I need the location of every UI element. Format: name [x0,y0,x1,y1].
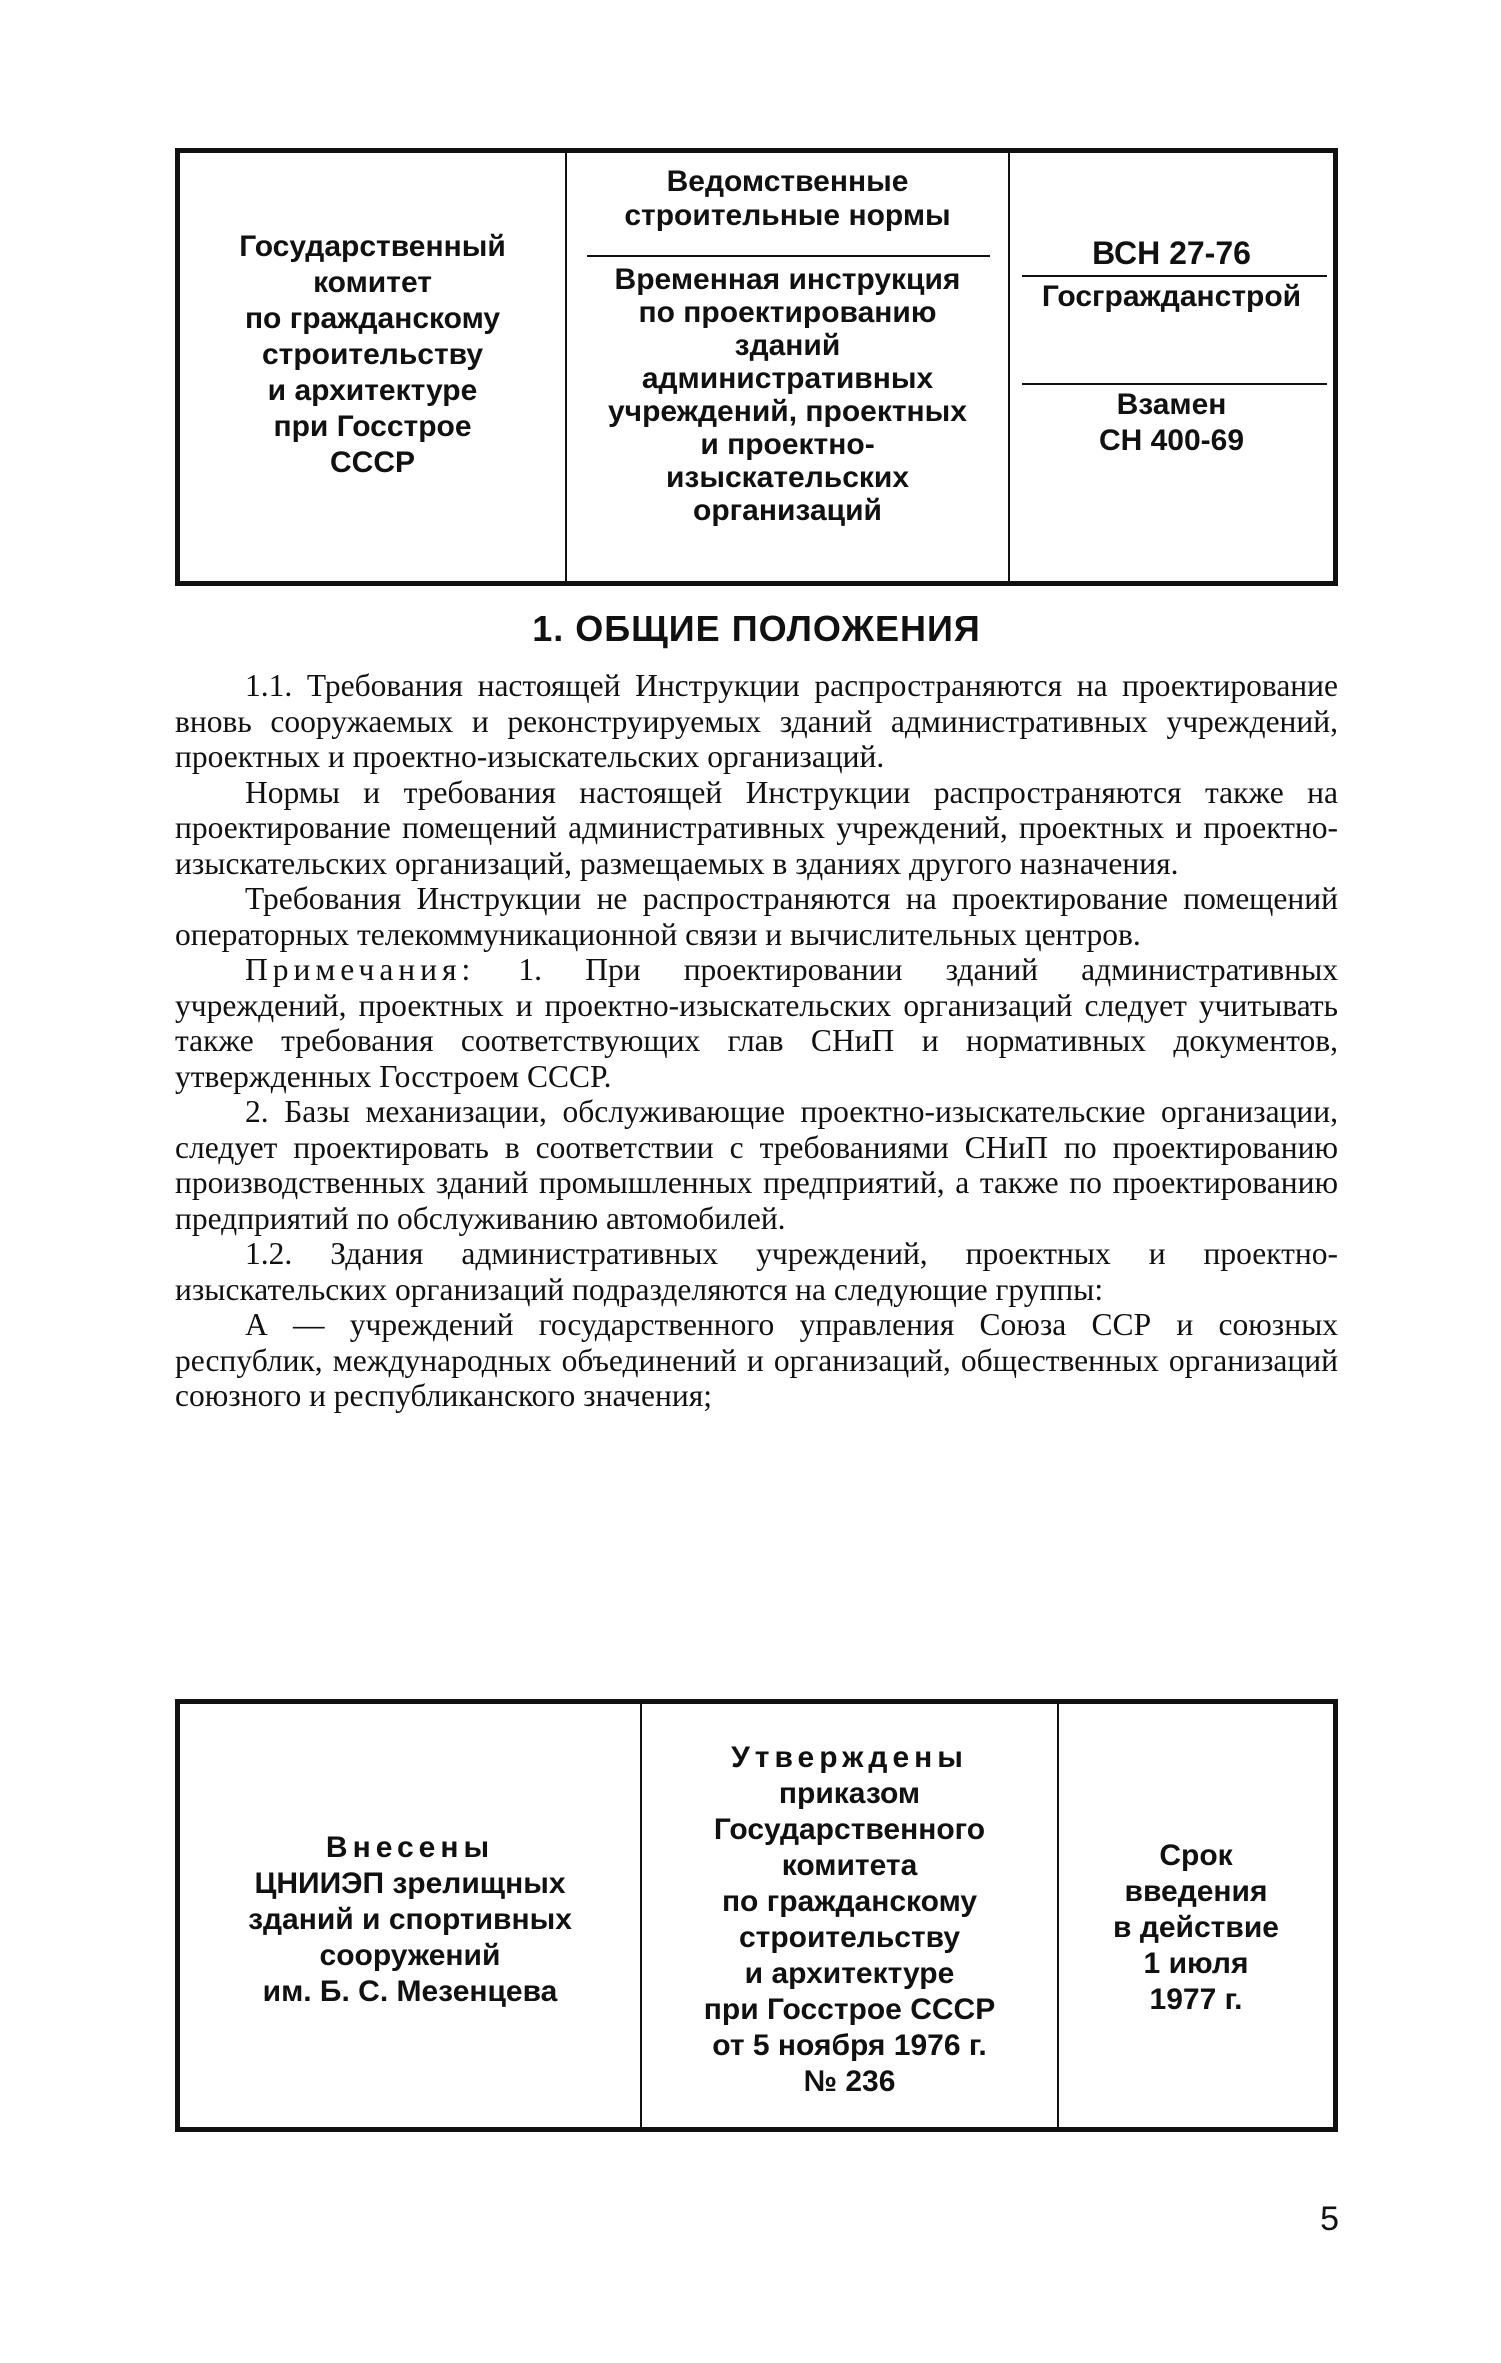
approved-by [642,1740,1057,2100]
effective-date [1059,1838,1333,2018]
norms-type-line: строительные нормы [624,199,951,232]
approved-label: Утверждены [731,1741,968,1774]
effective-line: в действие [1113,1911,1279,1944]
divider [1022,383,1327,385]
paragraph-1-2: 1.2. Здания административных учреждений, проектных и проектно-изыскательских организаций подразделяются на следующие группы: [175,1236,1338,1307]
approved-line: Государственного [713,1813,986,1846]
title-line: Временная инструкция [614,263,961,296]
norms-type [567,165,1008,233]
title-line: и проектно- [700,428,875,461]
introduced-by [180,1830,640,2010]
approved-line: комитета [781,1849,918,1882]
note-2: 2. Базы механизации, обслуживающие проектно-изыскательские организации, следует проектировать в соответствии с требованиями СНиП по проектированию производственных зданий промышленных предприятий, а также по проектированию предприятий по обслуживанию автомобилей. [175,1094,1338,1236]
document-title [567,263,1008,527]
document-code: ВСН 27-76 [1092,235,1251,271]
committee-line: строительству [261,338,484,371]
section-body [175,668,1338,1414]
note-1 [175,952,1338,1094]
title-line: изыскательских [665,461,910,494]
document-title-cell [565,153,1008,581]
introduced-line: зданий и спортивных [248,1903,572,1936]
issuing-committee [180,229,565,481]
approved-line: приказом [778,1777,921,1810]
replaces-line: Взамен [1116,388,1227,421]
introduced-by-cell [180,1704,640,2127]
committee-line: комитет [313,266,432,299]
approval-table [175,1699,1338,2132]
replaces-line: СН 400-69 [1098,424,1245,457]
issuing-committee-cell [180,153,565,581]
title-line: учреждений, проектных [608,395,967,428]
paragraph-1-1: 1.1. Требования настоящей Инструкции распространяются на проектирование вновь сооружаемых и реконструируемых зданий административных учреждений, проектных и проектно-изыскательских организаций. [175,668,1338,774]
group-a: А — учреждений государственного управления Союза ССР и союзных республик, международных объединений и организаций, общественных организаций союзного и республиканского значения; [175,1307,1338,1413]
title-line: организаций [693,494,882,527]
notes-label: Примечания: [245,952,476,987]
approved-by-cell [640,1704,1057,2127]
effective-line: 1977 г. [1149,1983,1243,2016]
note-1-text: 1. При проектировании зданий административных учреждений, проектных и проектно-изыскательских организаций следует учитывать также требования соответствующих глав СНиП и нормативных документов, утвержденных Госстроем СССР. [175,952,1339,1094]
norms-type-line: Ведомственные [666,165,909,198]
paragraph-norms: Нормы и требования настоящей Инструкции распространяются также на проектирование помещений административных учреждений, проектных и проектно-изыскательских организаций, размещаемых в зданиях другого назначения. [175,774,1338,881]
approved-line: при Госстрое СССР [703,1993,996,2026]
introduced-label: Внесены [325,1831,495,1864]
issuing-agency: Госгражданстрой [1041,280,1302,313]
introduced-line: им. Б. С. Мезенцева [262,1975,558,2008]
committee-line: Государственный [239,230,506,263]
approved-line: строительству [738,1921,961,1954]
effective-line: Срок [1159,1839,1233,1872]
approved-line: № 236 [803,2065,896,2098]
document-code-cell [1008,153,1333,581]
replaces-document [1010,387,1333,459]
approved-line: и архитектуре [744,1957,955,1990]
committee-line: по гражданскому [244,302,501,335]
introduced-line: ЦНИИЭП зрелищных [254,1867,566,1900]
introduced-line: сооружений [319,1939,501,1972]
divider [1022,275,1327,277]
title-line: зданий [734,329,841,362]
committee-line: при Госстрое [273,410,472,443]
approved-line: от 5 ноября 1976 г. [712,2029,987,2062]
committee-line: СССР [329,446,415,479]
paragraph-exclusions: Требования Инструкции не распространяются на проектирование помещений операторных телекоммуникационной связи и вычислительных центров. [175,881,1338,952]
divider [587,255,990,257]
effective-line: 1 июля [1143,1947,1249,1980]
approved-line: по гражданскому [721,1885,978,1918]
effective-date-cell [1057,1704,1333,2127]
section-title: 1. ОБЩИЕ ПОЛОЖЕНИЯ [532,608,981,649]
title-line: по проектированию [638,296,937,329]
document-header-table [175,148,1338,586]
effective-line: введения [1124,1875,1268,1908]
title-line: административных [641,362,934,395]
page-number: 5 [1320,2200,1339,2238]
committee-line: и архитектуре [267,374,478,407]
